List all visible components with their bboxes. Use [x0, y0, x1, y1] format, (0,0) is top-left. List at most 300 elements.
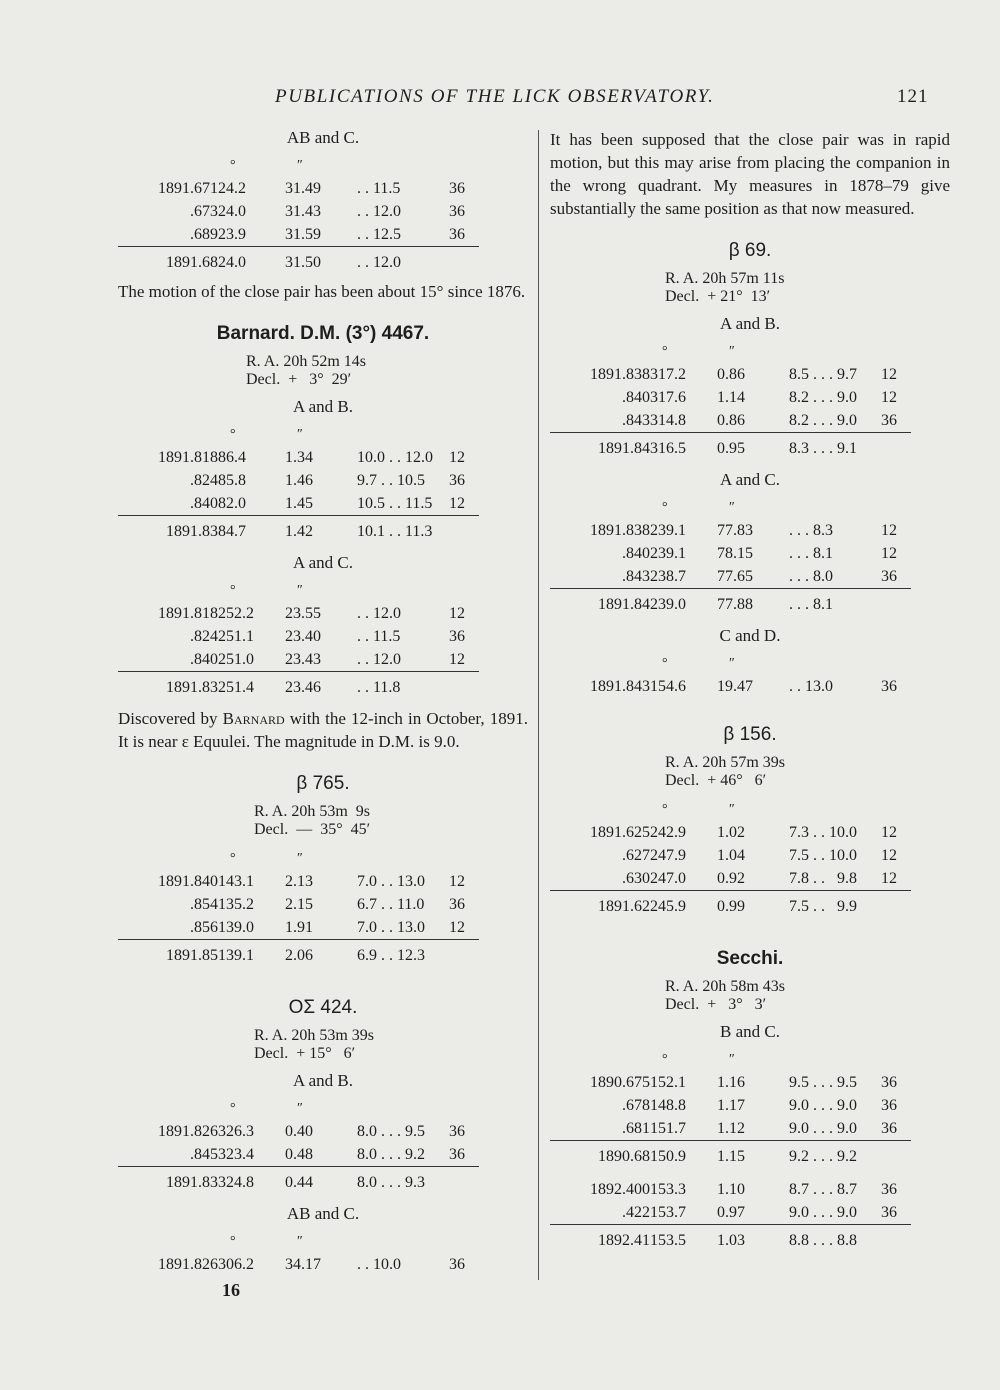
- magnitude-cell: 8.0 . . . 9.5: [357, 1122, 425, 1140]
- measurement-table: [118, 423, 479, 543]
- magnitude-cell: 8.0 . . . 9.2: [357, 1145, 425, 1163]
- magnitude-cell: . . 12.0: [357, 202, 401, 220]
- table-row: [550, 675, 911, 698]
- position-angle-cell: 139.0: [218, 918, 254, 936]
- magnitude-cell: 7.0 . . 13.0: [357, 918, 425, 936]
- table-row: [550, 409, 911, 433]
- table-row: [550, 1117, 911, 1141]
- epoch-cell: .843: [622, 411, 650, 429]
- position-angle-cell: 317.6: [650, 388, 686, 406]
- magnitude-cell: 8.7 . . . 8.7: [789, 1180, 857, 1198]
- subhead: C and D.: [719, 626, 781, 645]
- epoch-cell: 1891.625: [590, 823, 650, 841]
- degree-unit: °: [230, 426, 236, 442]
- aperture-cell: 12: [881, 521, 897, 539]
- declination: Decl. + 3° 29′: [246, 371, 352, 388]
- unit-row: [118, 1097, 479, 1120]
- magnitude-cell: . . 12.5: [357, 225, 401, 243]
- epoch-cell: .681: [622, 1119, 650, 1137]
- epoch-cell: 1891.843: [590, 677, 650, 695]
- epoch-cell: 1891.818: [158, 604, 218, 622]
- distance-cell: 31.59: [285, 225, 321, 243]
- position-angle-cell: 251.1: [218, 627, 254, 645]
- subhead: B and C.: [720, 1022, 780, 1041]
- epoch-cell: 1892.41: [550, 1225, 650, 1253]
- measurement-table: [118, 1230, 479, 1276]
- unit-row: [118, 579, 479, 602]
- arcsec-unit: ″: [729, 801, 735, 817]
- right-ascension: R. A. 20h 57m 39s: [665, 754, 786, 771]
- degree-unit: °: [662, 499, 668, 515]
- arcsec-unit: ″: [729, 1051, 735, 1067]
- table-row: [118, 870, 479, 893]
- position-angle-cell: 84.7: [218, 516, 285, 544]
- table-row: [550, 1141, 911, 1169]
- table-row: [118, 1120, 479, 1143]
- measurement-table: [118, 579, 479, 699]
- right-ascension: R. A. 20h 58m 43s: [665, 978, 786, 995]
- aperture-cell: 12: [881, 365, 897, 383]
- star-title: β 156.: [723, 724, 777, 745]
- section-os424: [118, 997, 528, 1276]
- degree-unit: °: [230, 582, 236, 598]
- table-row: [550, 363, 911, 386]
- distance-cell: 1.91: [285, 918, 313, 936]
- aperture-cell: [881, 1141, 911, 1169]
- position-angle-cell: 242.9: [650, 823, 686, 841]
- aperture-cell: 12: [881, 823, 897, 841]
- distance-cell: 0.95: [717, 433, 789, 461]
- aperture-cell: 12: [881, 388, 897, 406]
- epoch-cell: .627: [622, 846, 650, 864]
- distance-cell: 0.44: [285, 1167, 357, 1195]
- distance-cell: 78.15: [717, 544, 753, 562]
- arcsec-unit: ″: [297, 157, 303, 173]
- right-ascension: R. A. 20h 53m 9s: [254, 803, 371, 820]
- epoch-cell: 1891.83: [118, 672, 218, 700]
- measurement-table: [118, 1097, 479, 1194]
- position-angle-cell: 153.7: [650, 1203, 686, 1221]
- text: Discovered by: [118, 709, 218, 728]
- magnitude-cell: 7.8 . . 9.8: [789, 869, 857, 887]
- arcsec-unit: ″: [297, 1233, 303, 1249]
- arcsec-unit: ″: [297, 426, 303, 442]
- aperture-cell: 36: [449, 1255, 465, 1273]
- distance-cell: 19.47: [717, 677, 753, 695]
- distance-cell: 1.34: [285, 448, 313, 466]
- epoch-cell: .689: [190, 225, 218, 243]
- magnitude-cell: 9.7 . . 10.5: [357, 471, 425, 489]
- magnitude-cell: 8.3 . . . 9.1: [789, 433, 881, 461]
- magnitude-cell: 7.0 . . 13.0: [357, 872, 425, 890]
- declination: Decl. + 3° 3′: [665, 996, 767, 1013]
- magnitude-cell: 8.8 . . . 8.8: [789, 1225, 881, 1253]
- aperture-cell: 36: [449, 1145, 465, 1163]
- coordinates: [550, 754, 950, 790]
- epoch-cell: 1891.838: [590, 365, 650, 383]
- unit-row: [118, 1230, 479, 1253]
- table-row: [118, 625, 479, 648]
- position-angle-cell: 245.9: [650, 891, 717, 919]
- epoch-cell: 1891.83: [118, 516, 218, 544]
- table-row: [550, 1094, 911, 1117]
- unit-row: [118, 847, 479, 870]
- position-angle-cell: 239.0: [650, 589, 717, 617]
- subhead: A and B.: [293, 397, 353, 416]
- coordinates: [118, 803, 528, 839]
- epoch-cell: 1891.84: [550, 589, 650, 617]
- table-row: [118, 940, 479, 968]
- position-angle-cell: 151.7: [650, 1119, 686, 1137]
- table-row: [118, 602, 479, 625]
- aperture-cell: 36: [881, 411, 897, 429]
- arcsec-unit: ″: [729, 655, 735, 671]
- distance-cell: 1.12: [717, 1119, 745, 1137]
- arcsec-unit: ″: [729, 499, 735, 515]
- distance-cell: 2.06: [285, 940, 357, 968]
- position-angle-cell: 252.2: [218, 604, 254, 622]
- position-angle-cell: 86.4: [218, 448, 246, 466]
- epoch-cell: .422: [622, 1203, 650, 1221]
- aperture-cell: 36: [881, 677, 897, 695]
- epoch-cell: 1891.85: [118, 940, 218, 968]
- epoch-cell: 1891.83: [118, 1167, 218, 1195]
- arcsec-unit: ″: [297, 1100, 303, 1116]
- magnitude-cell: 10.5 . . 11.5: [357, 494, 433, 512]
- aperture-cell: 36: [449, 225, 465, 243]
- degree-unit: °: [662, 801, 668, 817]
- table-row: [118, 177, 479, 200]
- arcsec-unit: ″: [729, 343, 735, 359]
- magnitude-cell: 9.0 . . . 9.0: [789, 1119, 857, 1137]
- table-row: [118, 200, 479, 223]
- position-angle-cell: 154.6: [650, 677, 686, 695]
- declination: Decl. — 35° 45′: [254, 821, 371, 838]
- position-angle-cell: 251.0: [218, 650, 254, 668]
- degree-unit: °: [662, 655, 668, 671]
- arcsec-unit: ″: [297, 850, 303, 866]
- table-row: [118, 893, 479, 916]
- measurement-table: [118, 154, 479, 274]
- distance-cell: 1.10: [717, 1180, 745, 1198]
- epoch-cell: .673: [190, 202, 218, 220]
- subhead: A and B.: [720, 314, 780, 333]
- distance-cell: 34.17: [285, 1255, 321, 1273]
- position-angle-cell: 238.7: [650, 567, 686, 585]
- aperture-cell: [449, 672, 479, 700]
- measurement-table: [118, 847, 479, 967]
- table-row: [118, 516, 479, 544]
- coordinates: [550, 978, 950, 1014]
- paragraph: [118, 707, 528, 753]
- epoch-cell: .824: [190, 627, 218, 645]
- table-row: [118, 672, 479, 700]
- position-angle-cell: 314.8: [650, 411, 686, 429]
- magnitude-cell: 10.0 . . 12.0: [357, 448, 433, 466]
- distance-cell: 1.42: [285, 516, 357, 544]
- distance-cell: 0.40: [285, 1122, 313, 1140]
- epoch-cell: .840: [190, 650, 218, 668]
- epoch-cell: 1890.68: [550, 1141, 650, 1169]
- star-title: β 69.: [728, 240, 772, 261]
- right-column: [550, 128, 950, 1252]
- measurement-table: [550, 340, 911, 460]
- distance-cell: 23.40: [285, 627, 321, 645]
- aperture-cell: [449, 247, 479, 275]
- distance-cell: 77.83: [717, 521, 753, 539]
- magnitude-cell: . . 13.0: [789, 677, 833, 695]
- magnitude-cell: 9.0 . . . 9.0: [789, 1203, 857, 1221]
- coordinates: [550, 270, 950, 306]
- epoch-cell: .843: [622, 567, 650, 585]
- position-angle-cell: 150.9: [650, 1141, 717, 1169]
- declination: Decl. + 15° 6′: [254, 1045, 356, 1062]
- magnitude-cell: 6.9 . . 12.3: [357, 940, 449, 968]
- distance-cell: 0.97: [717, 1203, 745, 1221]
- aperture-cell: [449, 1167, 479, 1195]
- aperture-cell: 12: [881, 544, 897, 562]
- distance-cell: 2.13: [285, 872, 313, 890]
- distance-cell: 2.15: [285, 895, 313, 913]
- position-angle-cell: 326.3: [218, 1122, 254, 1140]
- subhead: AB and C.: [286, 128, 360, 147]
- distance-cell: 1.02: [717, 823, 745, 841]
- paragraph: It has been supposed that the close pair was in rapid motion, but this may arise from placing the companion in the wrong quadrant. My measures in 1878–79 give substantially the same position as that now measured.: [550, 130, 950, 218]
- distance-cell: 23.55: [285, 604, 321, 622]
- aperture-cell: 12: [449, 872, 465, 890]
- aperture-cell: 36: [449, 471, 465, 489]
- distance-cell: 31.50: [285, 247, 357, 275]
- right-ascension: R. A. 20h 57m 11s: [665, 270, 785, 287]
- declination: Decl. + 21° 13′: [665, 288, 771, 305]
- aperture-cell: 12: [449, 918, 465, 936]
- unit-row: [550, 496, 911, 519]
- epoch-cell: .840: [622, 544, 650, 562]
- magnitude-cell: . . 10.0: [357, 1255, 401, 1273]
- position-angle-cell: 317.2: [650, 365, 686, 383]
- arcsec-unit: ″: [297, 582, 303, 598]
- position-angle-cell: 24.2: [218, 179, 246, 197]
- unit-row: [550, 1048, 911, 1071]
- table-row: [550, 565, 911, 589]
- epoch-cell: 1891.68: [118, 247, 218, 275]
- table-row: [550, 386, 911, 409]
- magnitude-cell: . . . 8.1: [789, 589, 881, 617]
- section-ab-c-top: [118, 128, 528, 274]
- distance-cell: 1.46: [285, 471, 313, 489]
- distance-cell: 1.16: [717, 1073, 745, 1091]
- table-row: [550, 433, 911, 461]
- position-angle-cell: 82.0: [218, 494, 246, 512]
- epoch-cell: .630: [622, 869, 650, 887]
- unit-row: [550, 652, 911, 675]
- distance-cell: 1.15: [717, 1141, 789, 1169]
- epoch-cell: 1891.62: [550, 891, 650, 919]
- text: with the 12-inch in October, 1891. It is near ε Equulei. The magnitude in D.M. is 9.0.: [118, 709, 529, 751]
- epoch-cell: .845: [190, 1145, 218, 1163]
- table-row: [550, 891, 911, 919]
- table-row: [118, 492, 479, 516]
- aperture-cell: 12: [881, 846, 897, 864]
- position-angle-cell: 153.5: [650, 1225, 717, 1253]
- star-title: Barnard. D.M. (3°) 4467.: [216, 323, 430, 344]
- epoch-cell: .856: [190, 918, 218, 936]
- position-angle-cell: 247.0: [650, 869, 686, 887]
- aperture-cell: [881, 433, 911, 461]
- unit-row: [118, 154, 479, 177]
- epoch-cell: 1890.675: [590, 1073, 650, 1091]
- magnitude-cell: 7.3 . . 10.0: [789, 823, 857, 841]
- position-angle-cell: 153.3: [650, 1180, 686, 1198]
- right-ascension: R. A. 20h 53m 39s: [254, 1027, 375, 1044]
- unit-row: [118, 423, 479, 446]
- epoch-cell: .854: [190, 895, 218, 913]
- star-title: β 765.: [296, 773, 350, 794]
- distance-cell: 1.03: [717, 1225, 789, 1253]
- position-angle-cell: 324.8: [218, 1167, 285, 1195]
- aperture-cell: [449, 940, 479, 968]
- epoch-cell: .840: [622, 388, 650, 406]
- unit-row: [550, 798, 911, 821]
- degree-unit: °: [662, 1051, 668, 1067]
- epoch-cell: 1891.84: [550, 433, 650, 461]
- left-column: [118, 128, 528, 1301]
- magnitude-cell: 8.2 . . . 9.0: [789, 388, 857, 406]
- epoch-cell: .840: [190, 494, 218, 512]
- aperture-cell: 36: [449, 627, 465, 645]
- magnitude-cell: 6.7 . . 11.0: [357, 895, 425, 913]
- table-row: [550, 1225, 911, 1253]
- table-row: [550, 867, 911, 891]
- position-angle-cell: 148.8: [650, 1096, 686, 1114]
- aperture-cell: 36: [881, 1203, 897, 1221]
- table-row: [550, 542, 911, 565]
- star-title: OΣ 424.: [288, 997, 358, 1018]
- page-number: 121: [897, 86, 929, 107]
- distance-cell: 1.17: [717, 1096, 745, 1114]
- table-row: [118, 469, 479, 492]
- table-row: [550, 844, 911, 867]
- distance-cell: 0.92: [717, 869, 745, 887]
- distance-cell: 31.43: [285, 202, 321, 220]
- magnitude-cell: . . 12.0: [357, 604, 401, 622]
- magnitude-cell: . . . 8.0: [789, 567, 833, 585]
- subhead: A and B.: [293, 1071, 353, 1090]
- subhead: AB and C.: [286, 1204, 360, 1223]
- aperture-cell: 12: [881, 869, 897, 887]
- measurement-table: [550, 652, 911, 698]
- aperture-cell: 36: [881, 1119, 897, 1137]
- epoch-cell: 1892.400: [590, 1180, 650, 1198]
- table-row: [118, 1167, 479, 1195]
- magnitude-cell: . . 12.0: [357, 650, 401, 668]
- right-ascension: R. A. 20h 52m 14s: [246, 353, 367, 370]
- section-b156: [550, 724, 950, 918]
- magnitude-cell: 7.5 . . 10.0: [789, 846, 857, 864]
- distance-cell: 77.65: [717, 567, 753, 585]
- position-angle-cell: 247.9: [650, 846, 686, 864]
- aperture-cell: 36: [881, 567, 897, 585]
- table-row: [118, 916, 479, 940]
- star-title: Secchi.: [716, 948, 784, 969]
- table-row: [550, 1178, 911, 1201]
- distance-cell: 0.48: [285, 1145, 313, 1163]
- position-angle-cell: 143.1: [218, 872, 254, 890]
- distance-cell: 1.45: [285, 494, 313, 512]
- degree-unit: °: [230, 1233, 236, 1249]
- aperture-cell: 12: [449, 604, 465, 622]
- distance-cell: 1.14: [717, 388, 745, 406]
- discoverer-name: Barnard: [222, 709, 285, 728]
- epoch-cell: .678: [622, 1096, 650, 1114]
- distance-cell: 0.86: [717, 365, 745, 383]
- position-angle-cell: 24.0: [218, 202, 246, 220]
- declination: Decl. + 46° 6′: [665, 772, 767, 789]
- distance-cell: 77.88: [717, 589, 789, 617]
- aperture-cell: 36: [449, 895, 465, 913]
- distance-cell: 23.43: [285, 650, 321, 668]
- table-row: [550, 589, 911, 617]
- aperture-cell: 36: [881, 1096, 897, 1114]
- paragraph: The motion of the close pair has been about 15° since 1876.: [118, 282, 526, 301]
- magnitude-cell: 8.0 . . . 9.3: [357, 1167, 449, 1195]
- epoch-cell: 1891.826: [158, 1122, 218, 1140]
- aperture-cell: 36: [449, 202, 465, 220]
- table-row: [550, 1201, 911, 1225]
- epoch-cell: 1891.671: [158, 179, 218, 197]
- position-angle-cell: 239.1: [650, 544, 686, 562]
- magnitude-cell: 9.5 . . . 9.5: [789, 1073, 857, 1091]
- table-row: [118, 446, 479, 469]
- position-angle-cell: 23.9: [218, 225, 246, 243]
- position-angle-cell: 323.4: [218, 1145, 254, 1163]
- table-row: [118, 223, 479, 247]
- epoch-cell: 1891.826: [158, 1255, 218, 1273]
- aperture-cell: 36: [449, 1122, 465, 1140]
- measurement-table: [550, 496, 911, 616]
- section-secchi: [550, 948, 950, 1252]
- magnitude-cell: . . . 8.1: [789, 544, 833, 562]
- position-angle-cell: 306.2: [218, 1255, 254, 1273]
- table-row: [118, 1143, 479, 1167]
- coordinates: [118, 1027, 528, 1063]
- table-row: [550, 821, 911, 844]
- position-angle-cell: 85.8: [218, 471, 246, 489]
- epoch-cell: .824: [190, 471, 218, 489]
- distance-cell: 0.99: [717, 891, 789, 919]
- distance-cell: 23.46: [285, 672, 357, 700]
- magnitude-cell: 9.2 . . . 9.2: [789, 1141, 881, 1169]
- table-row: [550, 1071, 911, 1094]
- distance-cell: 1.04: [717, 846, 745, 864]
- magnitude-cell: . . 11.8: [357, 672, 449, 700]
- table-row: [118, 1253, 479, 1276]
- aperture-cell: 12: [449, 448, 465, 466]
- aperture-cell: [881, 589, 911, 617]
- aperture-cell: [881, 1225, 911, 1253]
- magnitude-cell: 8.2 . . . 9.0: [789, 411, 857, 429]
- section-barnard: [118, 323, 528, 753]
- position-angle-cell: 24.0: [218, 247, 285, 275]
- aperture-cell: [449, 516, 479, 544]
- aperture-cell: [881, 891, 911, 919]
- aperture-cell: 12: [449, 650, 465, 668]
- magnitude-cell: . . 12.0: [357, 247, 449, 275]
- unit-row: [550, 340, 911, 363]
- aperture-cell: 36: [881, 1180, 897, 1198]
- table-row: [118, 648, 479, 672]
- epoch-cell: 1891.840: [158, 872, 218, 890]
